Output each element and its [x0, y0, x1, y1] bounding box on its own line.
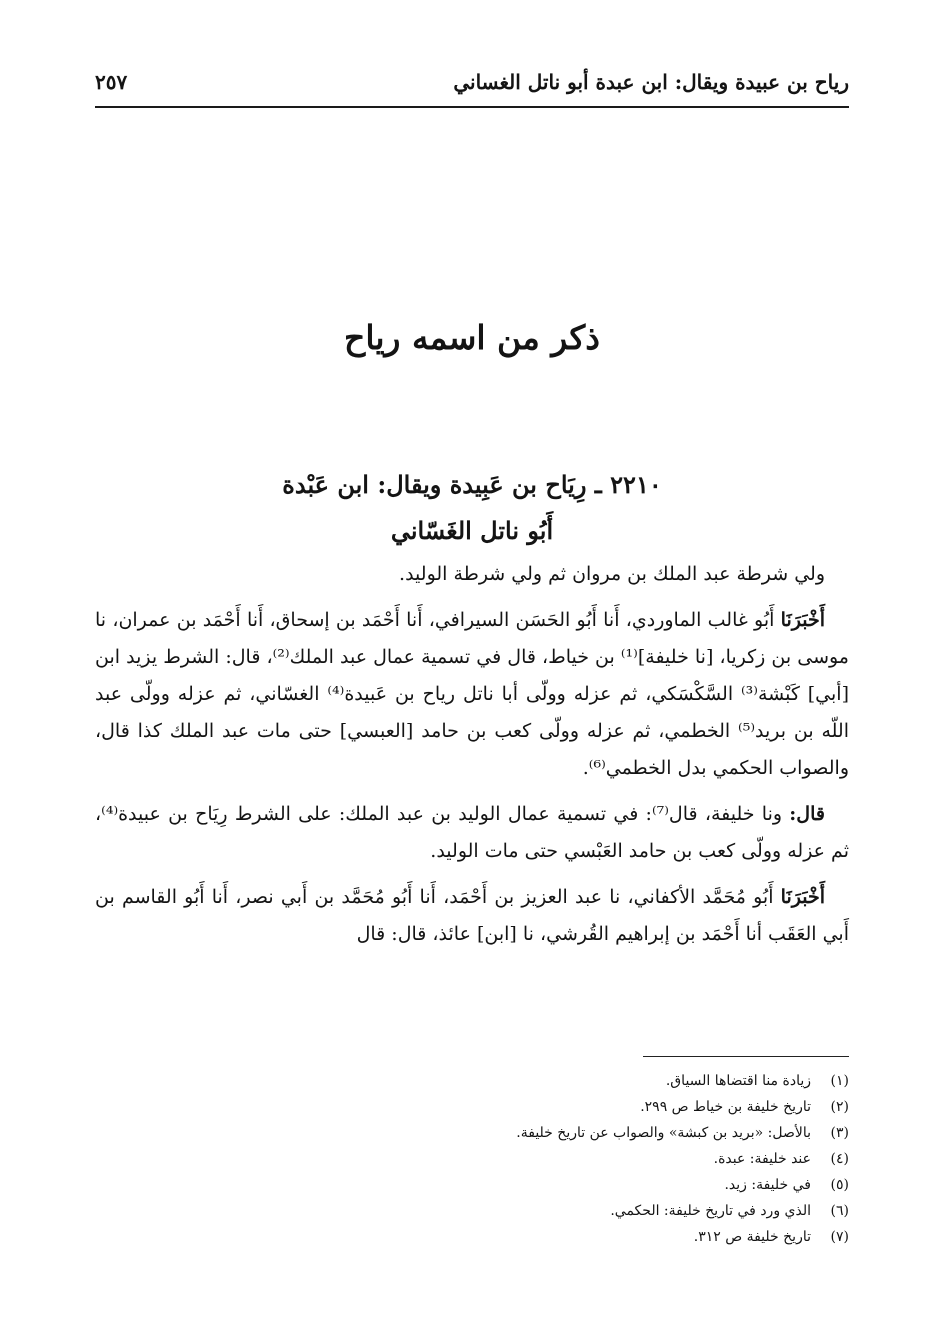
entry-heading: [95, 462, 849, 554]
paragraph-text: ونا خليفة، قال⁽⁷⁾: في تسمية عمال الوليد بن عبد الملك: على الشرط رِيَاح بن عبيدة⁽⁴⁾، ثم عزله وولّى كعب بن حامد العَبْسي حتى مات الوليد.: [95, 803, 849, 862]
paragraph: [95, 796, 849, 870]
section-heading: ذكر من اسمه رياح: [344, 318, 600, 357]
footnote-number: (٦): [830, 1203, 849, 1219]
footnote-text: زيادة منا اقتضاها السياق.: [665, 1073, 811, 1089]
footnote: [95, 1172, 849, 1198]
paragraph-lead: قال:: [789, 803, 825, 825]
paragraph-lead: أَخْبَرَنَا: [780, 886, 825, 908]
footnotes: [95, 1068, 849, 1250]
footnote-number: (٧): [830, 1229, 849, 1245]
footnote: [95, 1146, 849, 1172]
paragraph: [95, 602, 849, 787]
footnote-number: (٥): [830, 1177, 849, 1193]
entry-heading-line-1: ٢٢١٠ ـ رِيَاح بن عَبِيدة ويقال: ابن عَبْدة: [282, 470, 662, 499]
footnote: [95, 1068, 849, 1094]
footnote-number: (٢): [830, 1099, 849, 1115]
running-title: رياح بن عبيدة ويقال: ابن عبدة أبو ناتل الغساني: [453, 70, 849, 94]
footnote-separator: [643, 1056, 849, 1057]
footnote: [95, 1224, 849, 1250]
paragraph-lead: أَخْبَرَنَا: [780, 609, 825, 631]
footnote-number: (٣): [830, 1125, 849, 1141]
running-header: [95, 70, 849, 108]
footnote-text: تاريخ خليفة ص ٣١٢.: [693, 1229, 811, 1245]
footnote-number: (٤): [830, 1151, 849, 1167]
paragraph-text: أَبُو غالب الماوردي، أَنا أَبُو الحَسَن السيرافي، أَنا أَحْمَد بن إسحاق، أَنا أَحْمَد بن عمران، نا موسى بن زكريا، [نا خليفة]⁽¹⁾ بن خياط، قال في تسمية عمال عبد الملك⁽²⁾، قال: الشرط يزيد ابن [أبي] كَبْشة⁽³⁾ السَّكْسَكي، ثم عزله وولّى أبا ناتل رياح بن عَبيدة⁽⁴⁾ الغسّاني، ثم عزله وولّى عبد اللّه بن بريد⁽⁵⁾ الخطمي، ثم عزله وولّى كعب بن حامد [العبسي] حتى مات عبد الملك كذا قال، والصواب الحكمي بدل الخطمي⁽⁶⁾.: [95, 609, 850, 779]
footnote: [95, 1094, 849, 1120]
footnote-number: (١): [830, 1073, 849, 1089]
footnote-text: الذي ورد في تاريخ خليفة: الحكمي.: [610, 1203, 811, 1219]
body-text: [95, 556, 849, 962]
paragraph-text: أَبُو مُحَمَّد الأكفاني، نا عبد العزيز بن أَحْمَد، أَنا أَبُو مُحَمَّد بن أَبي نصر، أَنا أَبُو القاسم بن أَبي العَقَب أنا أَحْمَد بن إبراهيم القُرشي، نا [ابن] عائذ، قال: قال: [95, 886, 849, 945]
footnote: [95, 1120, 849, 1146]
footnote-text: في خليفة: زيد.: [724, 1177, 811, 1193]
paragraph: [95, 879, 849, 953]
entry-heading-line-2: أَبُو ناتل الغَسّاني: [390, 516, 554, 545]
page-number: ٢٥٧: [95, 70, 128, 94]
footnote-text: بالأصل: «بريد بن كبشة» والصواب عن تاريخ خليفة.: [516, 1125, 811, 1141]
footnote-text: تاريخ خليفة بن خياط ص ٢٩٩.: [640, 1099, 811, 1115]
paragraph: [95, 556, 849, 593]
footnote-text: عند خليفة: عبدة.: [713, 1151, 811, 1167]
footnote: [95, 1198, 849, 1224]
paragraph-text: ولي شرطة عبد الملك بن مروان ثم ولي شرطة الوليد.: [399, 563, 825, 585]
